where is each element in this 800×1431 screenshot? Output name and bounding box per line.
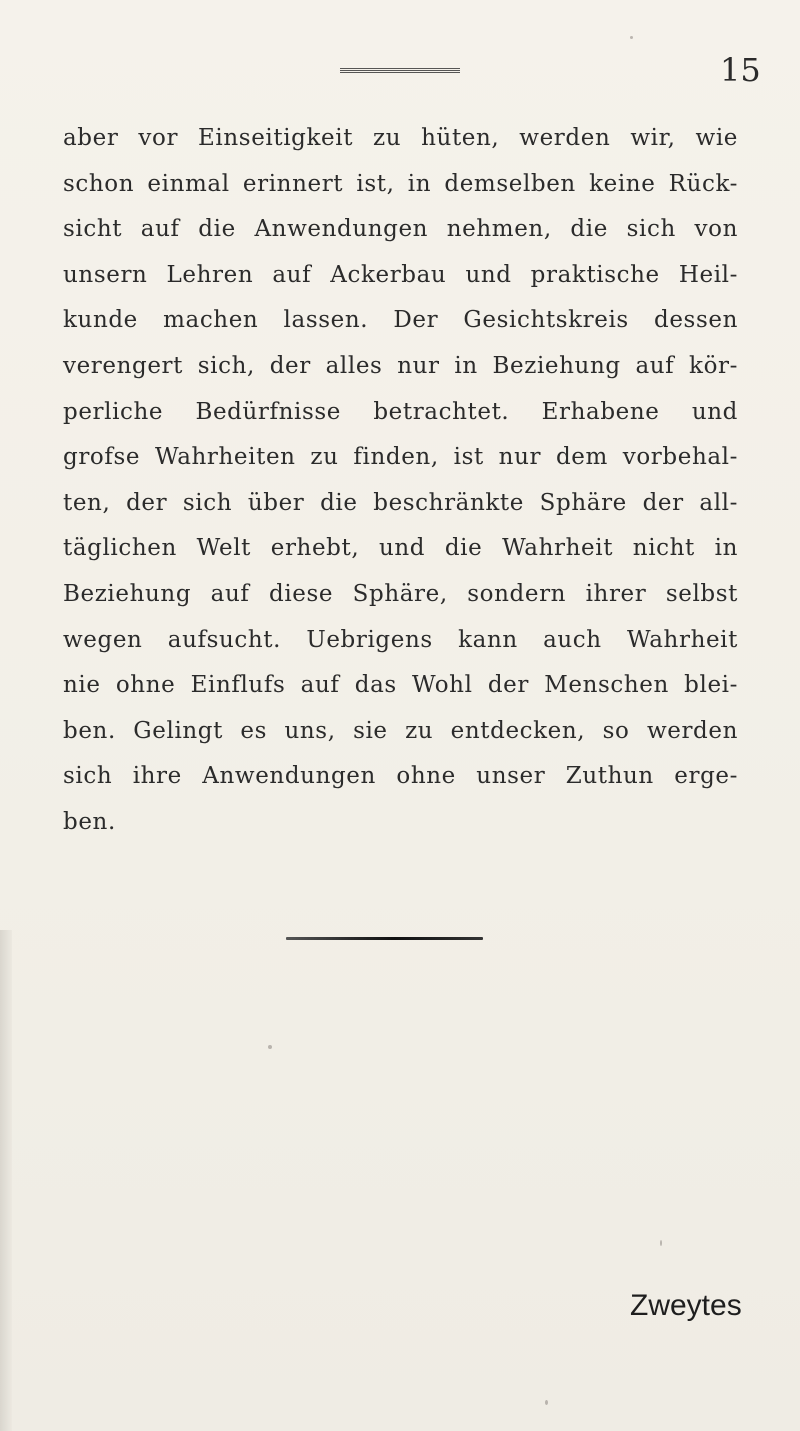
text-line: sich ihre Anwendungen ohne unser Zuthun erge- bbox=[63, 763, 738, 790]
text-line: täglichen Welt erhebt, und die Wahrheit nicht in bbox=[63, 535, 738, 562]
paper-speck bbox=[545, 1400, 548, 1405]
paper-speck bbox=[630, 36, 633, 39]
text-line: perliche Bedürfnisse betrachtet. Erhabene und bbox=[63, 398, 738, 425]
text-line: wegen aufsucht. Uebrigens kann auch Wahrheit bbox=[63, 626, 738, 653]
text-line: grofse Wahrheiten zu finden, ist nur dem vorbehal- bbox=[63, 444, 738, 471]
text-line: unsern Lehren auf Ackerbau und praktische Heil- bbox=[63, 261, 738, 288]
catchword: Zweytes bbox=[630, 1289, 742, 1322]
text-line: kunde machen lassen. Der Gesichtskreis dessen bbox=[63, 307, 738, 334]
text-line: verengert sich, der alles nur in Beziehung auf kör- bbox=[63, 352, 738, 379]
text-line: ben. bbox=[63, 808, 116, 835]
text-line: sicht auf die Anwendungen nehmen, die sich von bbox=[63, 216, 738, 243]
body-text bbox=[63, 116, 738, 846]
page-number: 15 bbox=[720, 51, 761, 89]
text-line: schon einmal erinnert ist, in demselben keine Rück- bbox=[63, 170, 738, 197]
text-line: ten, der sich über die beschränkte Sphäre der all- bbox=[63, 489, 738, 516]
text-line: Beziehung auf diese Sphäre, sondern ihrer selbst bbox=[63, 580, 738, 607]
text-line: nie ohne Einflufs auf das Wohl der Menschen blei- bbox=[63, 672, 738, 699]
end-rule bbox=[286, 937, 483, 940]
page-edge-shadow bbox=[0, 930, 12, 1431]
text-line: aber vor Einseitigkeit zu hüten, werden wir, wie bbox=[63, 125, 738, 151]
text-line: ben. Gelingt es uns, sie zu entdecken, so werden bbox=[63, 717, 738, 744]
paper-speck bbox=[660, 1240, 662, 1246]
header-rule bbox=[340, 67, 460, 73]
paper-speck bbox=[268, 1045, 272, 1049]
